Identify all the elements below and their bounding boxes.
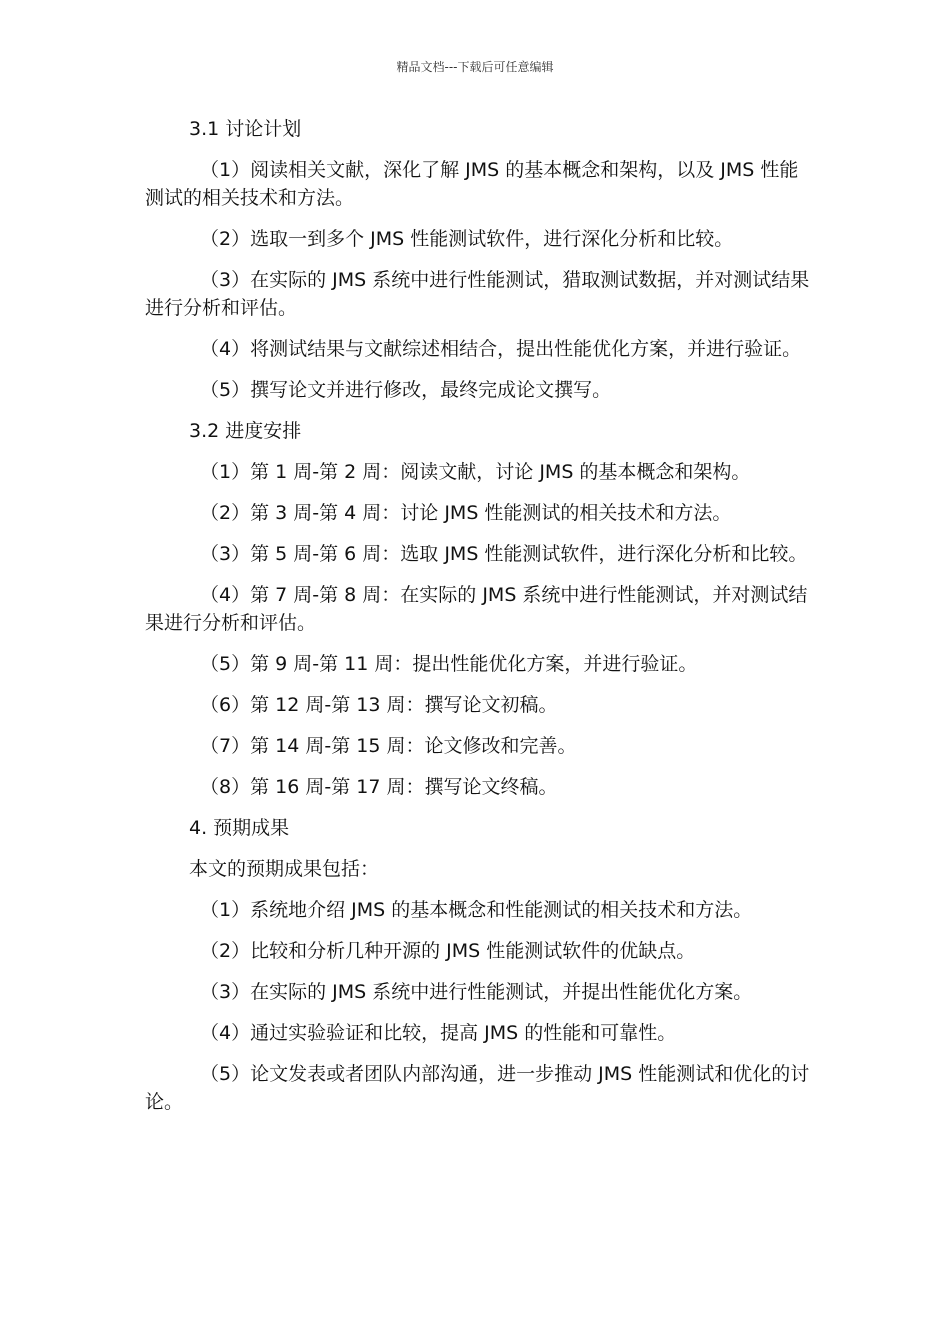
list-item: （8）第 16 周-第 17 周：撰写论文终稿。 (200, 776, 558, 798)
section-heading-3-2: 3.2 进度安排 (189, 420, 302, 442)
list-item: （2）第 3 周-第 4 周：讨论 JMS 性能测试的相关技术和方法。 (200, 502, 732, 524)
list-item: （2）比较和分析几种开源的 JMS 性能测试软件的优缺点。 (200, 940, 696, 962)
list-item: （4）第 7 周-第 8 周：在实际的 JMS 系统中进行性能测试，并对测试结果进行分析和评估。 (145, 584, 808, 634)
section-intro: 本文的预期成果包括： (189, 858, 380, 880)
list-item: （3）在实际的 JMS 系统中进行性能测试，猎取测试数据，并对测试结果进行分析和评估。 (145, 269, 810, 319)
section-heading-3-1: 3.1 讨论计划 (189, 118, 302, 140)
document-body (145, 115, 810, 1129)
list-item: （3）第 5 周-第 6 周：选取 JMS 性能测试软件，进行深化分析和比较。 (200, 543, 808, 565)
list-item: （4）将测试结果与文献综述相结合，提出性能优化方案，并进行验证。 (200, 338, 802, 360)
list-item: （5）撰写论文并进行修改，最终完成论文撰写。 (200, 379, 612, 401)
list-item: （5）论文发表或者团队内部沟通，进一步推动 JMS 性能测试和优化的讨论。 (145, 1063, 810, 1113)
list-item: （1）阅读相关文献，深化了解 JMS 的基本概念和架构，以及 JMS 性能测试的相关技术和方法。 (145, 159, 799, 209)
list-item: （2）选取一到多个 JMS 性能测试软件，进行深化分析和比较。 (200, 228, 734, 250)
list-item: （3）在实际的 JMS 系统中进行性能测试，并提出性能优化方案。 (200, 981, 753, 1003)
list-item: （1）系统地介绍 JMS 的基本概念和性能测试的相关技术和方法。 (200, 899, 753, 921)
list-item: （5）第 9 周-第 11 周：提出性能优化方案，并进行验证。 (200, 653, 698, 675)
list-item: （7）第 14 周-第 15 周：论文修改和完善。 (200, 735, 577, 757)
list-item: （4）通过实验验证和比较，提高 JMS 的性能和可靠性。 (200, 1022, 677, 1044)
page-header: 精品文档---下载后可任意编辑 (396, 60, 554, 74)
list-item: （1）第 1 周-第 2 周：阅读文献，讨论 JMS 的基本概念和架构。 (200, 461, 751, 483)
section-heading-4: 4. 预期成果 (189, 817, 290, 839)
list-item: （6）第 12 周-第 13 周：撰写论文初稿。 (200, 694, 558, 716)
